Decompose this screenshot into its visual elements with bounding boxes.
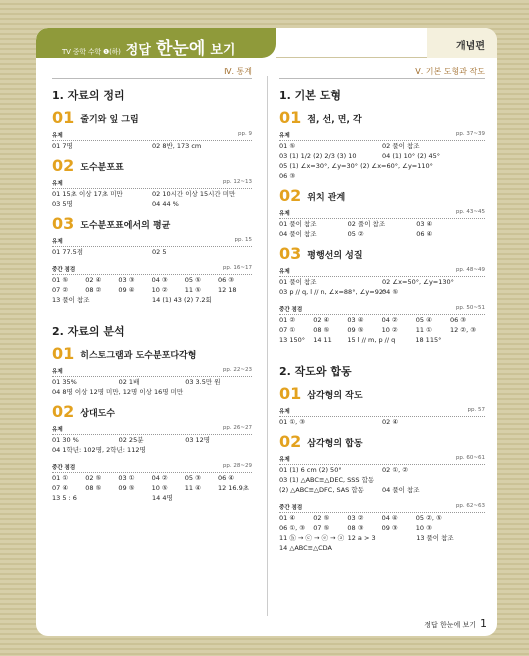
section-number: 03 bbox=[52, 214, 75, 233]
answer-cell: 05 ④ bbox=[415, 316, 432, 324]
answer-cell: 12 ②, ③ bbox=[449, 326, 477, 334]
answer-row bbox=[279, 335, 485, 345]
answer-cell: 08 ⑤ bbox=[313, 326, 330, 334]
page-ref: pp. 37~39 bbox=[455, 131, 485, 137]
answer-row bbox=[52, 141, 252, 151]
section-heading bbox=[52, 109, 252, 127]
answer-cell: 02 25분 bbox=[118, 436, 144, 444]
answer-row bbox=[279, 417, 485, 427]
section-number: 01 bbox=[279, 108, 302, 127]
answer-cell: 01 ① bbox=[52, 474, 69, 482]
answer-cell: 11 ⓑ → ⓒ → ⓔ → ⓐ bbox=[279, 534, 345, 542]
answer-cell: 01 ⑤ bbox=[279, 142, 296, 150]
answer-row bbox=[52, 483, 252, 493]
right-column bbox=[279, 66, 485, 553]
answer-row bbox=[279, 141, 485, 151]
answer-row bbox=[279, 465, 485, 475]
section-title: 도수분포표에서의 평균 bbox=[80, 220, 171, 231]
section-heading bbox=[52, 403, 252, 421]
review-bar bbox=[279, 305, 485, 315]
answer-cell: 06 ④ bbox=[416, 230, 433, 238]
section-title: 도수분포표 bbox=[80, 162, 124, 173]
chapter-title: 1. 기본 도형 bbox=[279, 89, 341, 102]
exercise-label: 유제 bbox=[52, 133, 63, 139]
answer-cell: 03 ① bbox=[118, 474, 135, 482]
answer-cell: 04 풀이 참조 bbox=[382, 486, 420, 494]
answer-cell: 15 l // m, p // q bbox=[347, 336, 396, 344]
exercise-bar bbox=[279, 267, 485, 277]
review-label: 중간 점검 bbox=[52, 465, 76, 471]
answer-cell: 14 11 bbox=[313, 336, 332, 344]
page-ref: pp. 16~17 bbox=[222, 265, 252, 271]
answer-cell: 03 ② bbox=[347, 514, 364, 522]
answer-cell: 09 ⑤ bbox=[347, 326, 364, 334]
exercise-bar bbox=[52, 367, 252, 377]
section-title: 삼각형의 합동 bbox=[307, 438, 363, 449]
review-label: 중간 점검 bbox=[279, 307, 303, 313]
answer-cell: 02 ∠x=50°, ∠y=130° bbox=[382, 278, 454, 286]
answer-cell: 11 ④ bbox=[184, 484, 201, 492]
answer-cell: 07 ④ bbox=[52, 484, 69, 492]
answer-cell: 03 ③ bbox=[118, 276, 135, 284]
exercise-label: 유제 bbox=[52, 181, 63, 187]
answer-cell: 02 ④ bbox=[313, 316, 330, 324]
answer-row bbox=[279, 161, 485, 171]
review-bar bbox=[279, 503, 485, 513]
answer-row bbox=[52, 189, 252, 199]
answer-cell: 02 5 bbox=[152, 248, 167, 256]
answer-cell: 18 115° bbox=[415, 336, 442, 344]
section-number: 02 bbox=[279, 432, 302, 451]
answer-cell: 02 ①, ② bbox=[382, 466, 409, 474]
answer-cell: 02 ④ bbox=[85, 276, 102, 284]
answer-row bbox=[52, 387, 252, 397]
section-number: 01 bbox=[279, 384, 302, 403]
section-number: 01 bbox=[52, 108, 75, 127]
answer-cell: 04 ⑤ bbox=[382, 288, 399, 296]
header-title bbox=[62, 34, 236, 59]
exercise-bar bbox=[279, 131, 485, 141]
answer-row bbox=[52, 247, 252, 257]
answer-cell: 05 ⑤ bbox=[184, 276, 201, 284]
answer-cell: 11 ① bbox=[415, 326, 432, 334]
answer-cell: 02 풀이 참조 bbox=[347, 220, 386, 228]
answer-cell: 04 (1) 10° (2) 45° bbox=[382, 152, 440, 160]
answer-cell: 04 ④ bbox=[381, 514, 398, 522]
review-label: 중간 점검 bbox=[279, 505, 303, 511]
page-ref: pp. 15 bbox=[234, 237, 252, 243]
page-ref: pp. 60~61 bbox=[455, 455, 485, 461]
exercise-bar bbox=[279, 209, 485, 219]
title-part-c: 보기 bbox=[210, 43, 236, 58]
chapter-title: 2. 작도와 합동 bbox=[279, 365, 352, 378]
answer-cell: 14 (1) 43 (2) 7.2회 bbox=[152, 296, 212, 304]
page-ref: pp. 22~23 bbox=[222, 367, 252, 373]
part-title: Ⅴ. 기본 도형과 작도 bbox=[279, 66, 485, 79]
answer-cell: 02 풀이 참조 bbox=[382, 142, 420, 150]
answer-row bbox=[279, 151, 485, 161]
answer-cell: 02 10시간 이상 15시간 미만 bbox=[152, 190, 236, 198]
footer-text: 정답 한눈에 보기 bbox=[424, 621, 476, 629]
answer-cell: 08 ⑤ bbox=[85, 484, 102, 492]
exercise-bar bbox=[52, 425, 252, 435]
header-tab bbox=[427, 28, 497, 58]
answer-cell: 09 ③ bbox=[381, 524, 398, 532]
chapter-title: 1. 자료의 정리 bbox=[52, 89, 125, 102]
section-number: 03 bbox=[279, 244, 302, 263]
answer-cell: 03 ④ bbox=[347, 316, 364, 324]
answer-cell: 10 ③ bbox=[415, 524, 432, 532]
answer-cell: 14 4명 bbox=[152, 494, 173, 502]
section-heading bbox=[279, 433, 485, 451]
answer-cell: 03 (1) △ABC≡△DEC, SSS 합동 bbox=[279, 476, 375, 484]
page-ref: pp. 12~13 bbox=[222, 179, 252, 185]
answer-row bbox=[279, 277, 485, 287]
review-label: 중간 점검 bbox=[52, 267, 76, 273]
answer-cell: 12 a > 3 bbox=[347, 534, 376, 542]
section-heading bbox=[279, 385, 485, 403]
section-heading bbox=[52, 157, 252, 175]
page-ref: pp. 26~27 bbox=[222, 425, 252, 431]
answer-cell: 03 p // q, l // n, ∠x=88°, ∠y=92° bbox=[279, 288, 387, 296]
exercise-bar bbox=[279, 455, 485, 465]
answer-cell: 05 ③ bbox=[184, 474, 201, 482]
review-bar bbox=[52, 463, 252, 473]
answer-row bbox=[52, 285, 252, 295]
answer-row bbox=[279, 229, 485, 239]
book-name: TV 중학 수학 ❶(하) bbox=[62, 48, 121, 56]
answer-cell: (2) △ABC≡△DFC, SAS 합동 bbox=[279, 486, 364, 494]
title-part-a: 정답 bbox=[125, 43, 151, 58]
page-number: 1 bbox=[480, 617, 487, 630]
answer-row bbox=[279, 219, 485, 229]
exercise-label: 유제 bbox=[279, 211, 290, 217]
page-ref: pp. 48~49 bbox=[455, 267, 485, 273]
section-title: 위치 관계 bbox=[307, 192, 346, 203]
answer-cell: 07 ② bbox=[52, 286, 69, 294]
answer-cell: 06 ③ bbox=[217, 276, 235, 284]
page-ref: pp. 9 bbox=[238, 131, 252, 137]
answer-cell: 01 풀이 참조 bbox=[279, 278, 317, 286]
answer-cell: 03 ④ bbox=[416, 220, 433, 228]
answer-cell: 13 풀이 참조 bbox=[52, 296, 90, 304]
answer-cell: 02 ⑤ bbox=[85, 474, 102, 482]
answer-cell: 13 풀이 참조 bbox=[416, 534, 454, 542]
page-ref: pp. 57 bbox=[467, 407, 485, 413]
answer-cell: 07 ⑤ bbox=[313, 524, 330, 532]
exercise-label: 유제 bbox=[52, 369, 63, 375]
answer-row bbox=[279, 485, 485, 495]
answer-row bbox=[52, 445, 252, 455]
answer-cell: 09 ④ bbox=[118, 286, 135, 294]
exercise-label: 유제 bbox=[279, 457, 290, 463]
section-heading bbox=[279, 187, 485, 205]
answer-row bbox=[52, 199, 252, 209]
answer-cell: 02 ④ bbox=[382, 418, 399, 426]
section-number: 02 bbox=[52, 156, 75, 175]
answer-cell: 12 16.9초 bbox=[217, 484, 250, 492]
answer-row bbox=[279, 523, 485, 533]
answer-row bbox=[52, 377, 252, 387]
answer-cell: 06 ③ bbox=[279, 172, 296, 180]
answer-cell: 04 ③ bbox=[151, 276, 168, 284]
section-number: 02 bbox=[52, 402, 75, 421]
answer-cell: 03 (1) 1/2 (2) 2/3 (3) 10 bbox=[279, 152, 357, 160]
answer-cell: 01 77.5점 bbox=[52, 248, 84, 256]
answer-cell: 11 ⑤ bbox=[184, 286, 201, 294]
answer-row bbox=[52, 493, 252, 503]
answer-cell: 06 ④ bbox=[217, 474, 235, 482]
answer-cell: 04 ② bbox=[381, 316, 398, 324]
title-part-b: 한눈에 bbox=[156, 39, 206, 59]
answer-cell: 01 ② bbox=[279, 316, 296, 324]
answer-cell: 04 풀이 참조 bbox=[279, 230, 317, 238]
answer-row bbox=[52, 275, 252, 285]
section-title: 점, 선, 면, 각 bbox=[307, 114, 362, 125]
section-number: 01 bbox=[52, 344, 75, 363]
page-ref: pp. 50~51 bbox=[455, 305, 485, 311]
section-heading bbox=[52, 215, 252, 233]
answer-cell: 10 ② bbox=[151, 286, 168, 294]
answer-row bbox=[279, 475, 485, 485]
answer-cell: 05 ② bbox=[347, 230, 364, 238]
answer-cell: 01 35% bbox=[52, 378, 77, 386]
answer-row bbox=[279, 287, 485, 297]
column-divider bbox=[267, 76, 268, 616]
answer-cell: 01 ①, ③ bbox=[279, 418, 306, 426]
answer-row bbox=[279, 315, 485, 325]
section-heading bbox=[279, 109, 485, 127]
answer-cell: 03 12명 bbox=[185, 436, 211, 444]
answer-row bbox=[52, 295, 252, 305]
answer-cell: 08 ② bbox=[85, 286, 102, 294]
answer-cell: 14 △ABC≡△CDA bbox=[279, 544, 332, 552]
exercise-label: 유제 bbox=[279, 409, 290, 415]
answer-cell: 01 15초 이상 17초 미만 bbox=[52, 190, 123, 198]
chapter-title: 2. 자료의 분석 bbox=[52, 325, 125, 338]
answer-cell: 02 ⑤ bbox=[313, 514, 330, 522]
footer bbox=[424, 617, 487, 630]
answer-row bbox=[279, 325, 485, 335]
section-title: 삼각형의 작도 bbox=[307, 390, 363, 401]
exercise-bar bbox=[52, 237, 252, 247]
section-title: 줄기와 잎 그림 bbox=[80, 114, 139, 125]
section-heading bbox=[52, 345, 252, 363]
answer-cell: 01 7명 bbox=[52, 142, 73, 150]
answer-cell: 01 풀이 참조 bbox=[279, 220, 317, 228]
exercise-label: 유제 bbox=[279, 133, 290, 139]
section-title: 상대도수 bbox=[80, 408, 116, 419]
answer-row bbox=[279, 543, 485, 553]
page-ref: pp. 43~45 bbox=[455, 209, 485, 215]
header-tab-label: 개념편 bbox=[456, 41, 485, 52]
answer-cell: 10 ⑤ bbox=[151, 484, 168, 492]
exercise-bar bbox=[52, 179, 252, 189]
answer-cell: 08 ③ bbox=[347, 524, 364, 532]
answer-cell: 04 1학년: 102명, 2학년: 112명 bbox=[52, 446, 146, 454]
header-rule bbox=[276, 57, 427, 58]
answer-row bbox=[279, 513, 485, 523]
left-column bbox=[52, 66, 252, 503]
answer-cell: 03 3.5만 원 bbox=[185, 378, 221, 386]
section-title: 평행선의 성질 bbox=[307, 250, 363, 261]
section-heading bbox=[279, 245, 485, 263]
answer-cell: 01 ⑤ bbox=[52, 276, 69, 284]
answer-sheet bbox=[36, 28, 497, 636]
section-title: 히스토그램과 도수분포다각형 bbox=[80, 350, 197, 361]
page-ref: pp. 28~29 bbox=[222, 463, 252, 469]
answer-cell: 10 ② bbox=[381, 326, 398, 334]
page-ref: pp. 62~63 bbox=[455, 503, 485, 509]
header-banner bbox=[36, 28, 276, 58]
answer-cell: 02 8반, 173 cm bbox=[152, 142, 202, 150]
answer-cell: 03 5명 bbox=[52, 200, 73, 208]
answer-cell: 05 ②, ⑤ bbox=[415, 514, 442, 522]
answer-cell: 13 150° bbox=[279, 336, 305, 344]
answer-cell: 01 30 % bbox=[52, 436, 79, 444]
answer-cell: 09 ⑤ bbox=[118, 484, 135, 492]
answer-cell: 05 (1) ∠x=30°, ∠y=30° (2) ∠x=60°, ∠y=110° bbox=[279, 162, 433, 170]
answer-cell: 01 ④ bbox=[279, 514, 296, 522]
review-bar bbox=[52, 265, 252, 275]
answer-row bbox=[52, 473, 252, 483]
exercise-bar bbox=[279, 407, 485, 417]
exercise-label: 유제 bbox=[279, 269, 290, 275]
answer-cell: 04 44 % bbox=[152, 200, 179, 208]
answer-cell: 04 8명 이상 12명 미만, 12명 이상 16명 미만 bbox=[52, 388, 184, 396]
answer-cell: 01 (1) 6 cm (2) 50° bbox=[279, 466, 342, 474]
answer-row bbox=[279, 533, 485, 543]
section-number: 02 bbox=[279, 186, 302, 205]
exercise-label: 유제 bbox=[52, 239, 63, 245]
answer-row bbox=[279, 171, 485, 181]
answer-cell: 06 ①, ③ bbox=[279, 524, 306, 532]
answer-row bbox=[52, 435, 252, 445]
answer-cell: 12 18 bbox=[217, 286, 237, 294]
answer-cell: 02 1배 bbox=[118, 378, 140, 386]
exercise-bar bbox=[52, 131, 252, 141]
part-title: Ⅳ. 통계 bbox=[52, 66, 252, 79]
answer-cell: 07 ① bbox=[279, 326, 296, 334]
answer-cell: 06 ③ bbox=[449, 316, 467, 324]
answer-cell: 04 ② bbox=[151, 474, 168, 482]
exercise-label: 유제 bbox=[52, 427, 63, 433]
answer-cell: 13 5 : 6 bbox=[52, 494, 77, 502]
